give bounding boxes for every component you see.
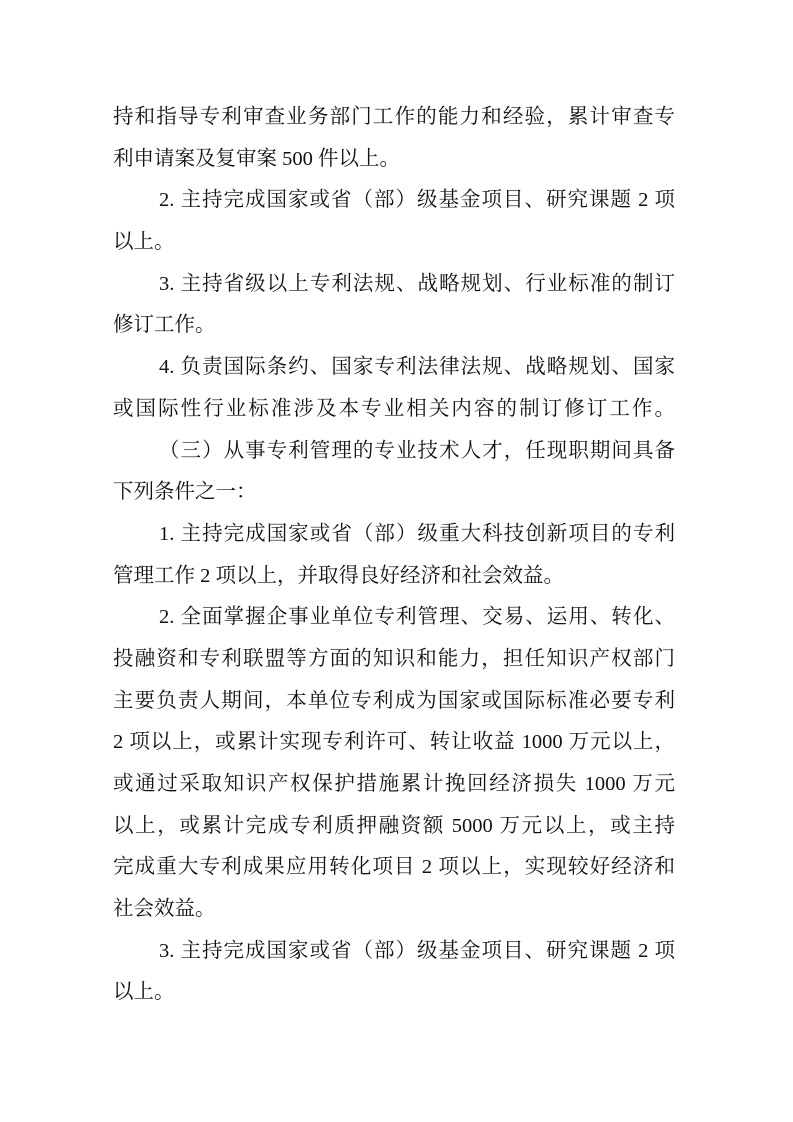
text-line: 利申请案及复审案 500 件以上。 — [113, 147, 400, 170]
paragraph-item-2-management — [113, 597, 675, 931]
document-body — [113, 97, 675, 1014]
text-line: 投融资和专利联盟等方面的知识和能力，担任知识产权部门 — [113, 647, 675, 670]
text-line: 管理工作 2 项以上，并取得良好经济和社会效益。 — [113, 564, 564, 587]
text-line: 2. 主持完成国家或省（部）级基金项目、研究课题 2 项 — [159, 189, 675, 212]
text-line: 2. 全面掌握企事业单位专利管理、交易、运用、转化、 — [159, 606, 675, 629]
text-line: 以上，或累计完成专利质押融资额 5000 万元以上，或主持 — [113, 814, 675, 837]
paragraph-item-4 — [113, 347, 675, 430]
text-line: 2 项以上，或累计实现专利许可、转让收益 1000 万元以上， — [113, 731, 675, 754]
text-line: 社会效益。 — [113, 898, 216, 921]
text-line: 主要负责人期间，本单位专利成为国家或国际标准必要专利 — [113, 689, 675, 712]
text-line: 以上。 — [113, 981, 175, 1004]
text-line: 或通过采取知识产权保护措施累计挽回经济损失 1000 万元 — [113, 773, 675, 795]
text-line: 1. 主持完成国家或省（部）级重大科技创新项目的专利 — [159, 522, 675, 545]
text-line: 以上。 — [113, 231, 175, 254]
text-line: 持和指导专利审查业务部门工作的能力和经验，累计审查专 — [113, 106, 675, 128]
text-line: 下列条件之一： — [113, 481, 257, 504]
text-line: （三）从事专利管理的专业技术人才，任现职期间具备 — [159, 439, 675, 462]
text-line: 修订工作。 — [113, 314, 216, 337]
paragraph-item-3 — [113, 264, 675, 347]
paragraph-item-1 — [113, 514, 675, 597]
text-line: 3. 主持完成国家或省（部）级基金项目、研究课题 2 项 — [159, 939, 675, 962]
text-line: 或国际性行业标准涉及本专业相关内容的制订修订工作。 — [113, 397, 675, 420]
section-heading-3 — [113, 431, 675, 514]
paragraph-continued — [113, 97, 675, 180]
paragraph-item-3-management — [113, 931, 675, 1014]
text-line: 3. 主持省级以上专利法规、战略规划、行业标准的制订 — [159, 272, 675, 295]
paragraph-item-2 — [113, 180, 675, 263]
text-line: 4. 负责国际条约、国家专利法律法规、战略规划、国家 — [159, 356, 675, 379]
text-line: 完成重大专利成果应用转化项目 2 项以上，实现较好经济和 — [113, 856, 675, 879]
